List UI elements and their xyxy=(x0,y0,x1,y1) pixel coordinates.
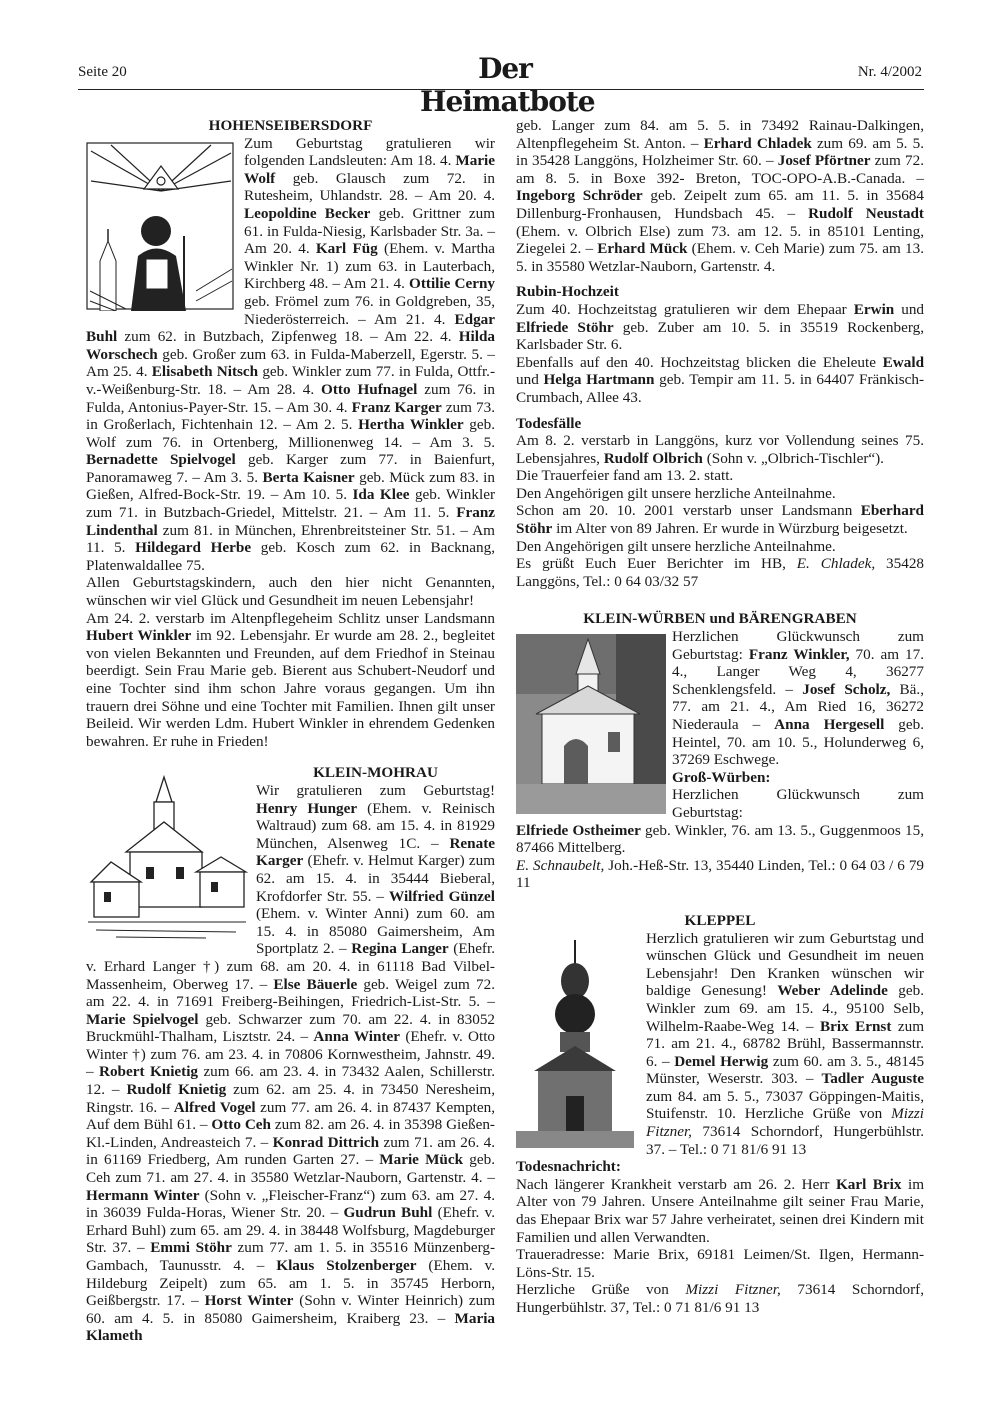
right-column xyxy=(516,117,924,1317)
gross-wuerben-birthdays: Elfriede Ostheimer geb. Winkler, 76. am 13. 5., Guggenmoos 15, 87466 Mittelberg. xyxy=(516,821,924,857)
section-title-hohenseibersdorf: HOHENSEIBERSDORF xyxy=(208,117,373,134)
page-number: Seite 20 xyxy=(78,64,127,80)
rubin-hochzeit-text: Zum 40. Hochzeitstag gratulieren wir dem Ehepaar Erwin und Elfriede Stöhr geb. Zuber am 10. 5. in 35519 Rockenberg, Karlsbader Str. 6. xyxy=(516,300,925,354)
section-title-kleinwuerben: KLEIN-WÜRBEN und BÄRENGRABEN xyxy=(583,610,857,628)
kleppel-signature: Herzliche Grüße von Mizzi Fitzner, 73614 Schorndorf, Hungerbühlstr. 37, Tel.: 0 71 81/6 91 13 xyxy=(516,1281,925,1316)
subheading-todesfaelle: Todesfälle xyxy=(516,414,582,432)
kleinmohrau-birthdays: Wir gratulieren zum Geburtstag! Henry Hunger (Ehem. v. Reinisch Waltraud) zum 68. am 15. 4. in 81929 München, Alsenweg 1C. – Renate Karger (Ehefr. v. Helmut Karger) zum 62. am 15. 4. in 35444 Bieberal, Krofdorfer Str. 55. – Wilfried Günzel (Ehem. v. Winter Anni) zum 60. am 15. 4. in 85080 Gaimersheim, Am Sportplatz 2. – Regina Langer (Ehefr. v. Erhard Langer †) zum 68. am 20. 4. in 61118 Bad Vilbel-Massenheim, Oberweg 17. – Else Bäuerle geb. Weigel zum 72. am 22. 4. in 71691 Freiberg-Beihingen, Friedrich-List-Str. 5. – Marie Spielvogel geb. Schwarzer zum 70. am 22. 4. in 83052 Bruckmühl-Thalham, Lisztstr. 24. – Anna Winter (Ehefr. v. Otto Winter †) zum 76. am 23. 4. in 70806 Kornwestheim, Jahnstr. 49. – Robert Knietig zum 66. am 23. 4. in 73432 Aalen, Schillerstr. 12. – Rudolf Knietig zum 62. am 25. 4. in 73450 Neresheim, Ringstr. 16. – Alfred Vogel zum 77. am 26. 4. in 87437 Kempten, Auf dem Bühl 61. – Otto Ceh zum 82. am 26. 4. in 35398 Gießen-Kl.-Linden, Andreasteich 7. – Konrad Dittrich zum 71. am 26. 4. in 61169 Friedberg, Am runden Garten 27. – Marie Mück geb. Ceh zum 71. am 27. 4. in 35580 Wetzlar-Nauborn, Gartenstr. 4. – Hermann Winter (Sohn v. „Fleischer-Franz“) zum 63. am 27. 4. in 36039 Fulda-Horas, Wiener Str. 20. – Gudrun Buhl (Ehefr. v. Erhard Buhl) zum 65. am 29. 4. in 38448 Wolfsburg, Magdeburger Str. 37. – Emmi Stöhr zum 77. am 1. 5. in 35516 Münzenberg-Gambach, Taunusstr. 4. – Klaus Stolzenberger (Ehem. v. Hildeburg Zeipelt) zum 65. am 1. 5. in 35745 Herborn, Geißbergstr. 17. – Horst Winter (Sohn v. Winter Heinrich) zum 60. am 4. 5. in 85080 Gaimersheim, Kraiberg 23. – Maria Klameth xyxy=(86,781,496,1345)
todesfaelle-condolence: Den Angehörigen gilt unsere herzliche Anteilnahme. xyxy=(516,484,836,502)
left-column xyxy=(86,117,495,1345)
chapel-photo-image xyxy=(516,634,666,814)
subheading-todesnachricht: Todesnachricht: xyxy=(516,1158,621,1176)
todesfaelle-ceremony: Die Trauerfeier fand am 13. 2. statt. xyxy=(516,467,734,485)
kleppel-birthdays: Herzlich gratulieren wir zum Geburtstag und wünschen Glück und Gesundheit im neuen Lebensjahr! Den Kranken wünschen wir baldige Genesung! Weber Adelinde geb. Winkler zum 69. am 15. 4., 95100 Selb, Wilhelm-Raabe-Weg 14. – Brix Ernst zum 71. am 21. 4., 68782 Brühl, Bassermannstr. 6. – Demel Herwig zum 60. am 3. 5., 48145 Münster, Weserstr. 303. – Tadler Auguste zum 84. am 5. 5., 73037 Göppingen-Maitis, Stuifenstr. 10. Herzliche Grüße von Mizzi Fitzner, 73614 Schorndorf, Hungerbühlstr. 37. – Tel.: 0 71 81/6 91 13 xyxy=(646,929,925,1158)
rubin-hochzeit-text-2: Ebenfalls auf den 40. Hochzeitstag blicken die Eheleute Ewald und Helga Hartmann geb. Tempir am 11. 5. in 64407 Fränkisch-Crumbach, Allee 43. xyxy=(516,353,925,406)
masthead: Der Heimatbote xyxy=(420,52,595,118)
todesfaelle-text-2: Schon am 20. 10. 2001 verstarb unser Landsmann Eberhard Stöhr im Alter von 89 Jahren. Er wurde in Würzburg beigesetzt. xyxy=(516,502,925,538)
kleinwuerben-birthdays: Herzlichen Glückwunsch zum Geburtstag: Franz Winkler, 70. am 17. 4., Langer Weg 4, 36277 Schenklengsfeld. – Josef Scholz, Bä., 77. am 21. 4., Am Ried 16, 36272 Niederaula – Anna Hergesell geb. Heintel, 70. am 10. 5., Holunderweg 6, 37269 Eschwege. xyxy=(672,628,925,769)
saint-woodcut-image xyxy=(86,141,236,311)
issue-number: Nr. 4/2002 xyxy=(857,64,922,80)
todesfaelle-text: Am 8. 2. verstarb in Langgöns, kurz vor Vollendung seines 75. Lebensjahres, Rudolf Olbrich (Sohn v. „Olbrich-Tischler“). xyxy=(516,432,924,467)
traueradresse: Traueradresse: Marie Brix, 69181 Leimen/St. Ilgen, Hermann-Löns-Str. 15. xyxy=(516,1246,924,1281)
hohenseibersdorf-wishes: Allen Geburtstagskindern, auch den hier nicht Genannten, wünschen wir viel Glück und Gesundheit im neuen Lebensjahr! xyxy=(86,574,495,610)
kleinmohrau-birthdays-continued: geb. Langer zum 84. am 5. 5. in 73492 Rainau-Dalkingen, Altenpflegeheim St. Anton. – Erhard Chladek zum 69. am 5. 5. in 35428 Langgöns, Holzheimer Str. 60. – Josef Pförtner zum 72. am 8. 5. in Boxe 392- Breton, TOC-OPO-A.B.-Canada. – Ingeborg Schröder geb. Zeipelt zum 65. am 11. 5. in 35684 Dillenburg-Fronhausen, Hundsbach 45. – Rudolf Neustadt (Ehem. v. Olbrich Else) zum 73. am 12. 5. in 85101 Lenting, Ziegelei 2. – Erhard Mück (Ehem. v. Ceh Marie) zum 75. am 13. 5. in 35580 Wetzlar-Nauborn, Gartenstr. 4. xyxy=(516,117,925,275)
hohenseibersdorf-obituary: Am 24. 2. verstarb im Altenpflegeheim Schlitz unser Landsmann Hubert Winkler im 92. Lebensjahr. Er wurde am 28. 2., begleitet von vielen Bekannten und Freunden, auf dem Friedhof in Steinau beerdigt. Sein Frau Marie geb. Bierent aus Schubert-Neudorf und eine Tochter sind ihm schon Jahre voraus gegangen. Um ihn trauern drei Söhne und eine Tochter mit Familien. Ihnen gilt unser Beileid. Wir werden Ldm. Hubert Winkler in ehrendem Gedenken bewahren. Er ruhe in Frieden! xyxy=(86,609,496,750)
hohenseibersdorf-birthdays: Zum Geburtstag gratulieren wir folgenden Landsleuten: Am 18. 4. Marie Wolf geb. Glausch zum 72. in Rutesheim, Uhlandstr. 28. – Am 20. 4. Leopoldine Becker geb. Grittner zum 61. in Fulda-Niesig, Karlsbader Str. 3a. – Am 20. 4. Karl Füg (Ehem. v. Martha Winkler Nr. 1) zum 63. in Lauterbach, Kirchberg 48. – Am 21. 4. Ottilie Cerny geb. Frömel zum 76. in Goldgreben, 35, Niederösterreich. – Am 21. 4. Edgar Buhl zum 62. in Butzbach, Zipfenweg 18. – Am 22. 4. Hilda Worschech geb. Großer zum 63. in Fulda-Maberzell, Egerstr. 5. – Am 25. 4. Elisabeth Nitsch geb. Winkler zum 77. in Fulda, Ottfr.-v.-Weißenburg-Str. 18. – Am 28. 4. Otto Hufnagel zum 76. in Fulda, Antonius-Payer-Str. 15. – Am 30. 4. Franz Karger zum 73. in Großerlach, Fichtenhain 12. – Am 2. 5. Hertha Winkler geb. Wolf zum 76. in Ortenberg, Millionenweg 14. – Am 3. 5. Bernadette Spielvogel geb. Karger zum 77. in Baienfurt, Panoramaweg 7. – Am 3. 5. Berta Kaisner geb. Mück zum 83. in Gießen, Alfred-Bock-Str. 19. – Am 10. 5. Ida Klee geb. Winkler zum 71. in Butzbach-Griedel, Mittelstr. 21. – Am 11. 5. Franz Lindenthal zum 81. in München, Ehrenbreitsteiner Str. 51. – Am 11. 5. Hildegard Herbe geb. Kosch zum 62. in Backnang, Platenwaldallee 75. xyxy=(86,134,496,574)
section-title-kleppel: KLEPPEL xyxy=(684,911,756,929)
kleinwuerben-signature: E. Schnaubelt, Joh.-Heß-Str. 13, 35440 Linden, Tel.: 0 64 03 / 6 79 11 xyxy=(516,856,925,892)
todesfaelle-condolence-2: Den Angehörigen gilt unsere herzliche Anteilnahme. xyxy=(516,537,836,555)
tower-photo-image xyxy=(516,936,634,1148)
section-title-kleinmohrau: KLEIN-MOHRAU xyxy=(313,764,438,782)
subheading-rubin-hochzeit: Rubin-Hochzeit xyxy=(516,283,619,301)
kleinmohrau-signature: Es grüßt Euch Euer Berichter im HB, E. Chladek, 35428 Langgöns, Tel.: 0 64 03/32 57 xyxy=(516,555,924,590)
todesnachricht-text: Nach längerer Krankheit verstarb am 26. 2. Herr Karl Brix im Alter von 79 Jahren. Unsere Anteilnahme gilt seiner Frau Marie, das Ehepaar Brix war 57 Jahre verheiratet, seinen drei Kindern mit Familien und allen Verwandten. xyxy=(516,1175,925,1246)
header-rule xyxy=(78,89,924,90)
subheading-gross-wuerben: Groß-Würben: xyxy=(672,768,771,786)
gross-wuerben-intro: Herzlichen Glückwunsch zum Geburtstag: xyxy=(672,786,924,821)
village-drawing-image xyxy=(86,772,248,942)
